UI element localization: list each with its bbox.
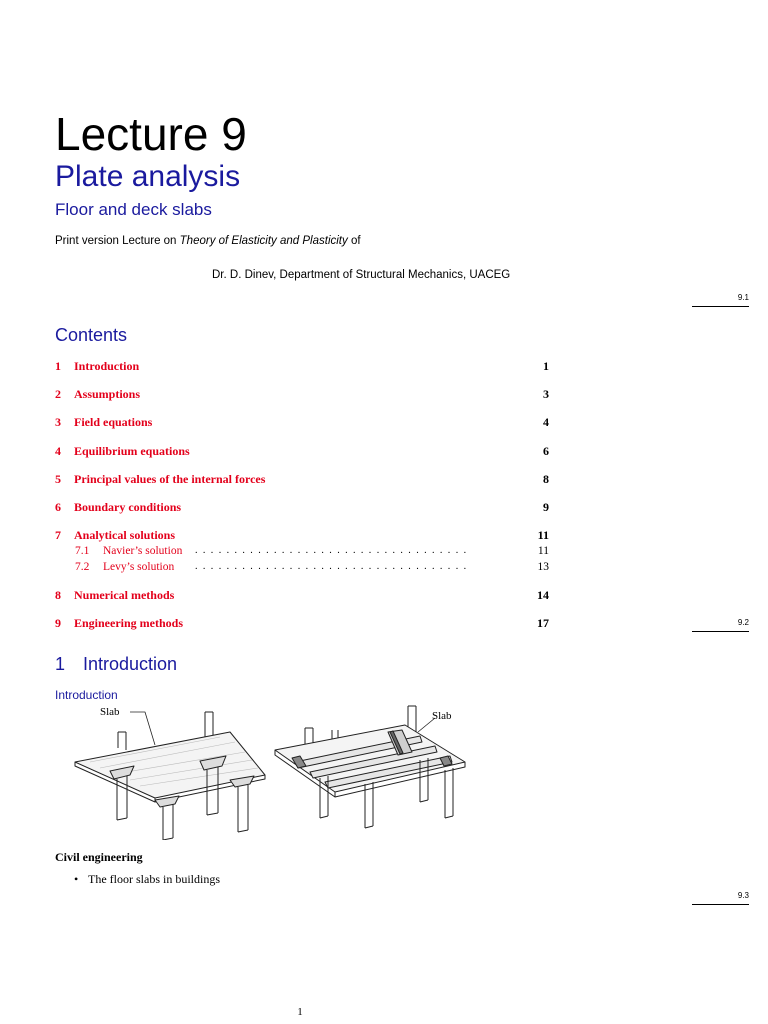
bullet-item (74, 872, 220, 886)
lecture-subtitle: Plate analysis (55, 160, 241, 193)
toc-title[interactable]: Assumptions (74, 387, 141, 401)
toc-leader-dots: ................................... (195, 545, 472, 556)
section-number: 1 (55, 654, 66, 674)
print-prefix: Print version Lecture on (55, 235, 180, 247)
toc-page: 11 (537, 528, 549, 542)
beam-slab-drawing (275, 706, 465, 828)
toc-title[interactable]: Analytical solutions (74, 528, 176, 542)
toc-page: 14 (537, 588, 549, 602)
toc-title[interactable]: Introduction (74, 359, 140, 373)
toc-title[interactable]: Principal values of the internal forces (74, 472, 266, 486)
toc-number: 6 (55, 500, 61, 514)
slab-figure (70, 700, 480, 840)
toc-number: 2 (55, 387, 61, 401)
toc-page: 8 (543, 472, 549, 486)
toc-number: 8 (55, 588, 61, 602)
toc-subnumber: 7.1 (75, 545, 90, 557)
toc-subtitle[interactable]: Levy’s solution (103, 560, 178, 574)
toc-page: 4 (543, 415, 549, 429)
lecture-subsubtitle: Floor and deck slabs (55, 200, 212, 219)
toc-title[interactable]: Equilibrium equations (74, 444, 190, 458)
slab-label: Slab (100, 706, 120, 718)
toc-number: 1 (55, 359, 61, 373)
civil-engineering-heading: Civil engineering (55, 850, 143, 864)
toc-leader-dots: ................................... (195, 561, 472, 572)
toc-subpage: 13 (537, 561, 549, 573)
toc-title[interactable]: Engineering methods (74, 616, 184, 630)
toc-number: 5 (55, 472, 61, 486)
toc-subentry[interactable] (75, 544, 549, 558)
toc-title[interactable]: Boundary conditions (74, 500, 182, 514)
print-suffix: of (347, 235, 361, 247)
toc-page: 9 (543, 500, 549, 514)
toc-number: 7 (55, 528, 61, 542)
slide-number: 9.3 (692, 891, 749, 905)
toc-page: 17 (537, 616, 549, 630)
slide-subheading: Introduction (55, 688, 118, 702)
toc-entry[interactable] (55, 386, 549, 402)
author-line: Dr. D. Dinev, Department of Structural Mechanics, UACEG (212, 269, 511, 281)
toc-entry[interactable] (55, 615, 549, 631)
section-heading (55, 653, 177, 675)
toc-subpage: 11 (537, 545, 549, 557)
slab-label: Slab (432, 710, 452, 722)
toc-entry[interactable] (55, 443, 549, 459)
toc-number: 3 (55, 415, 61, 429)
toc-entry[interactable] (55, 358, 549, 374)
print-version-line (55, 233, 361, 249)
bullet-icon: • (74, 872, 79, 886)
toc-title[interactable]: Numerical methods (74, 588, 175, 602)
toc-page: 3 (543, 387, 549, 401)
toc-subnumber: 7.2 (75, 561, 90, 573)
toc-subtitle[interactable]: Navier’s solution (103, 544, 186, 558)
toc-number: 9 (55, 616, 61, 630)
page-number: 1 (297, 1006, 303, 1018)
toc-page: 1 (543, 359, 549, 373)
lecture-title: Lecture 9 (55, 108, 247, 160)
toc-entry[interactable] (55, 527, 549, 543)
slide-number: 9.2 (692, 618, 749, 632)
toc-subentry[interactable] (75, 560, 549, 574)
slide-number: 9.1 (692, 293, 749, 307)
toc-entry[interactable] (55, 587, 549, 603)
bullet-text: The floor slabs in buildings (88, 872, 220, 886)
toc-entry[interactable] (55, 499, 549, 515)
toc-page: 6 (543, 444, 549, 458)
flat-slab-drawing (75, 712, 265, 840)
toc-entry[interactable] (55, 471, 549, 487)
toc-number: 4 (55, 444, 61, 458)
toc-entry[interactable] (55, 414, 549, 430)
contents-heading: Contents (55, 325, 128, 345)
toc-title[interactable]: Field equations (74, 415, 153, 429)
section-title: Introduction (83, 654, 178, 674)
course-title: Theory of Elasticity and Plasticity (179, 235, 348, 247)
